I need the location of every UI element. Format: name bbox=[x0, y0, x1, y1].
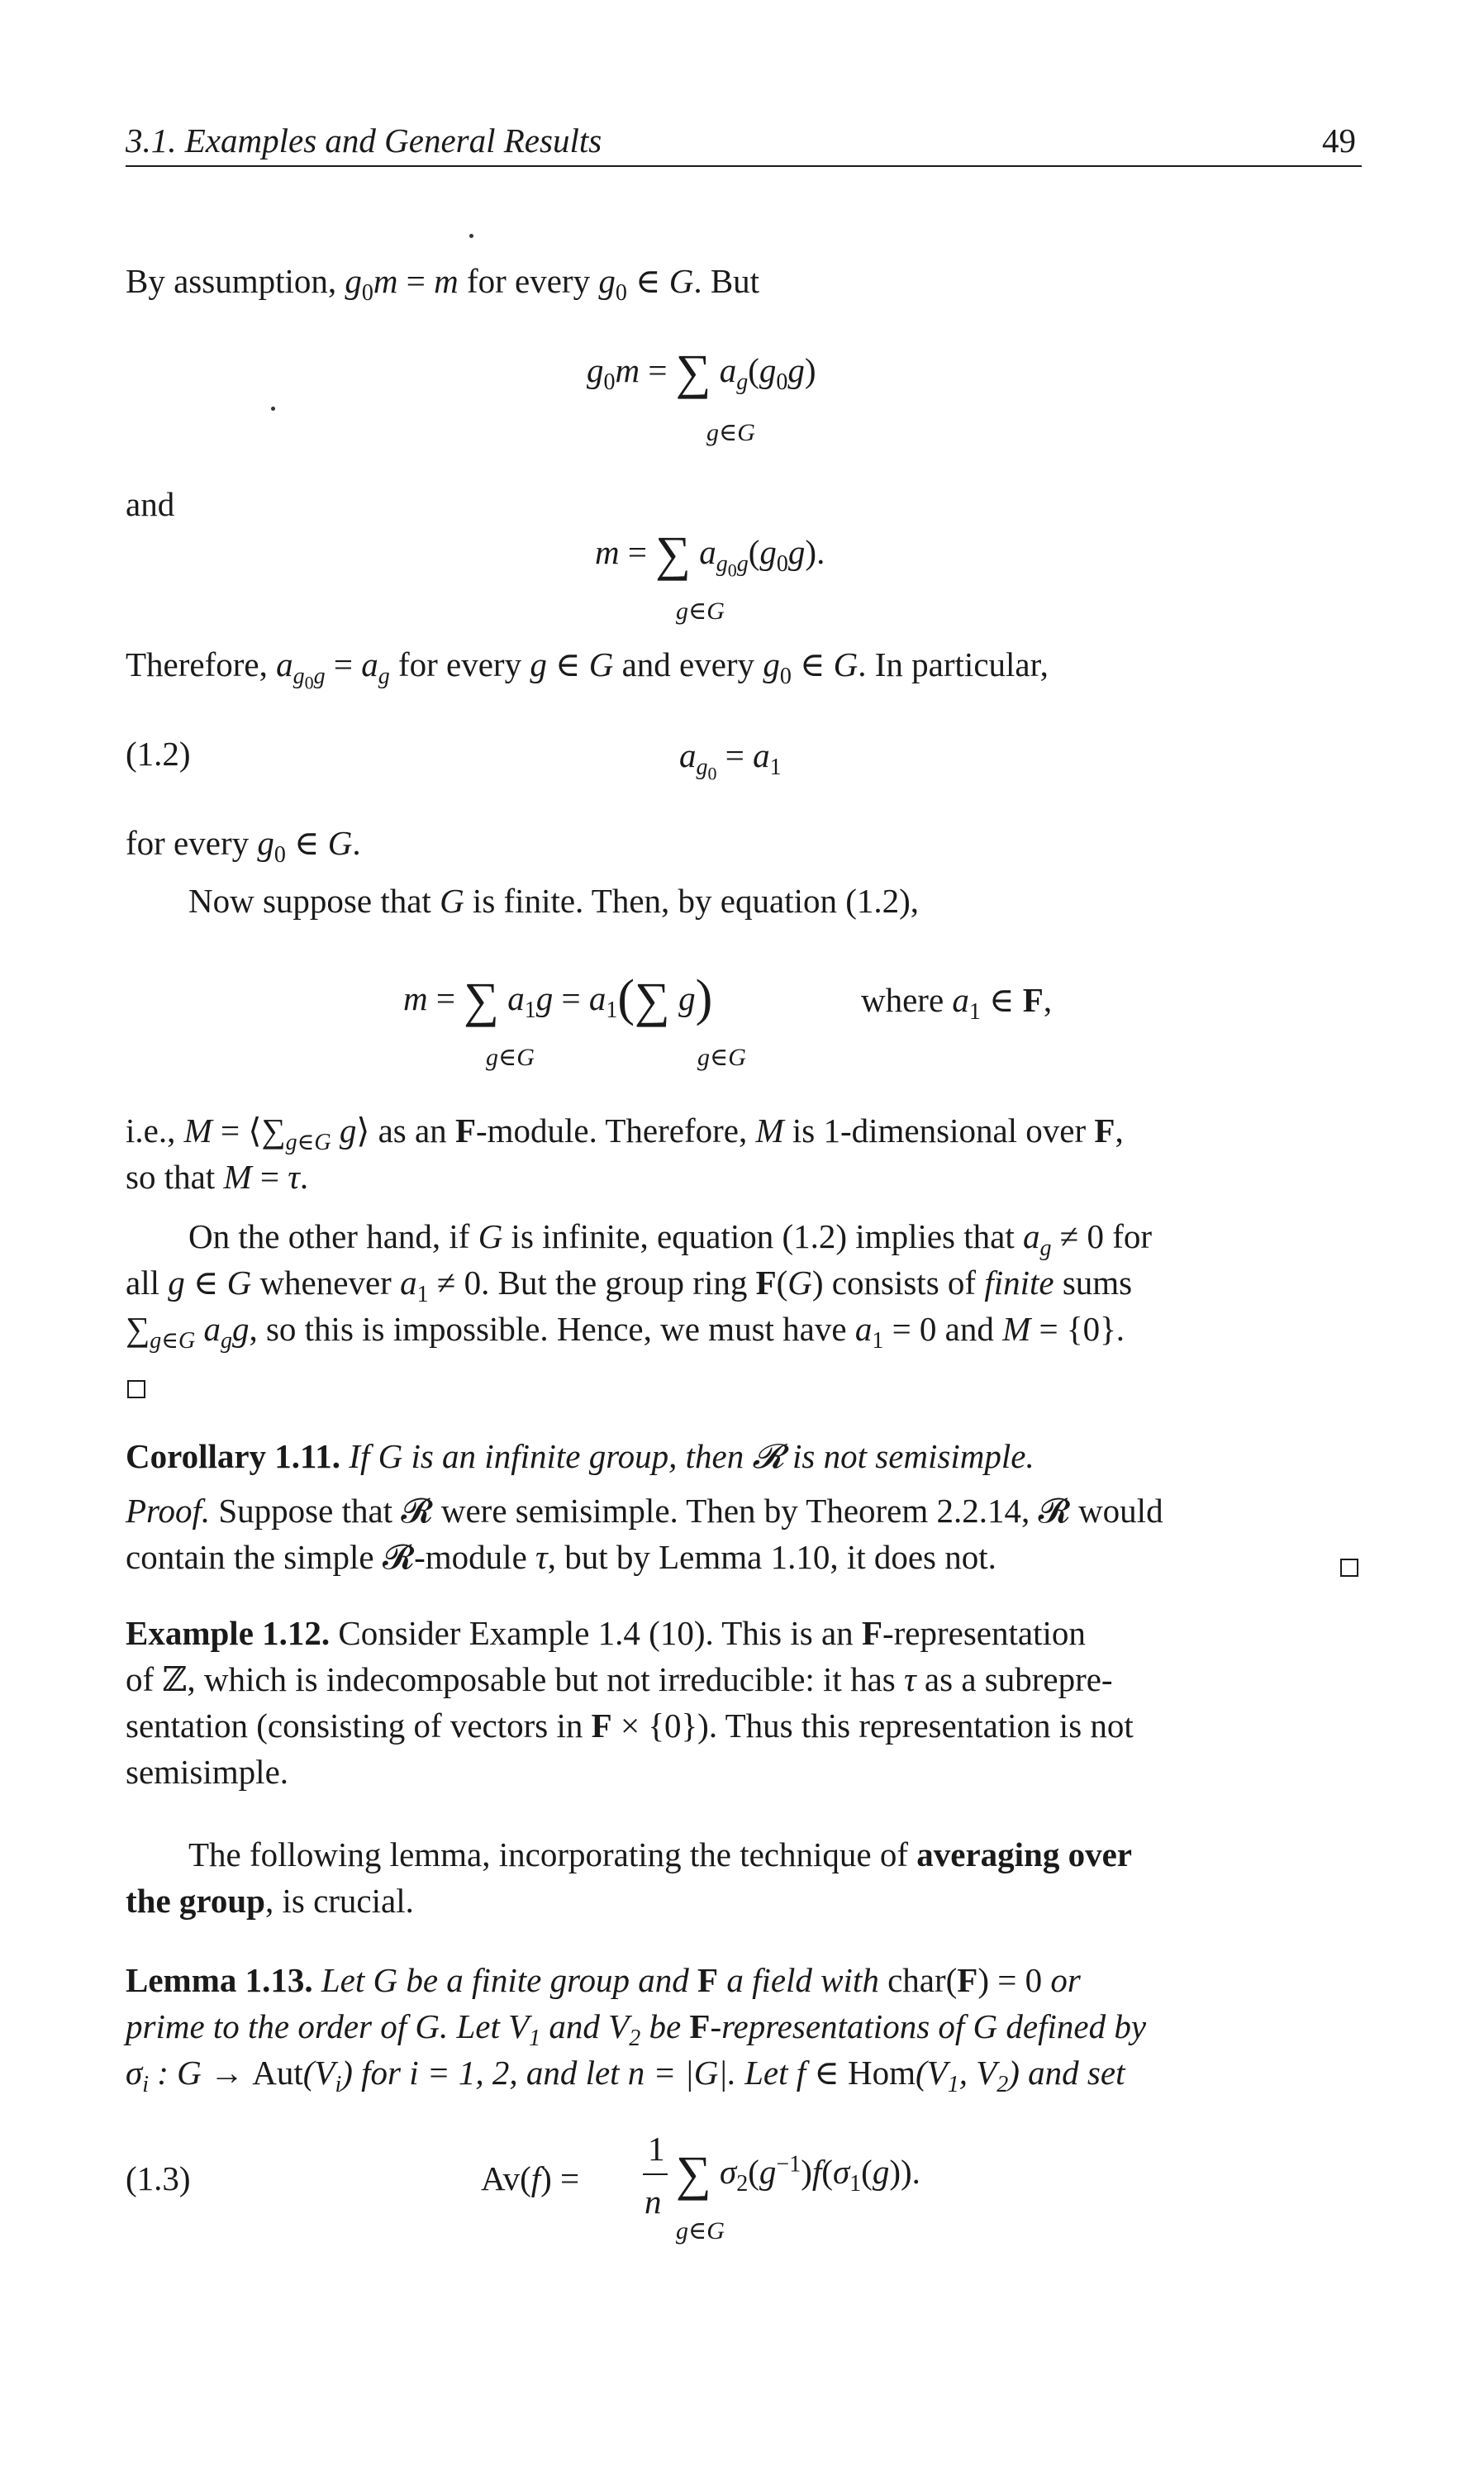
text-line: i.e., $M = ⟨\sum_{g\in G}$ g⟩ as an F-module. Therefore, M is 1-dimensional over F, bbox=[126, 1112, 1124, 1156]
text-line: all g ∈ G whenever $a_1 \ne 0$. But the group ring F(G) consists of finite sums bbox=[126, 1264, 1133, 1308]
equation-1-2: $a_{g_0} = a_1$ bbox=[679, 736, 782, 784]
text-line: prime to the order of G. Let $V_1$ and $V_2$ be F-representations of G defined by bbox=[126, 2007, 1147, 2052]
lemma-1-13: Lemma 1.13. Let G be a finite group and F a field with char(F) = 0 or bbox=[126, 1961, 1081, 1999]
text-line: $\sigma_i$ : $G \to Aut(V_i)$ for i = 1, 2, and let n = |G|. Let f ∈ $Hom(V_1$, $V_2$) and set bbox=[126, 2054, 1125, 2098]
equation-number: (1.3) bbox=[126, 2159, 191, 2197]
equation-1-3-rhs: ∑ $\sigma_2(g^{-1})f(\sigma_1(g))$. bbox=[676, 2146, 920, 2201]
fraction-numerator: 1 bbox=[648, 2130, 665, 2168]
scan-speck bbox=[469, 234, 473, 238]
page-number: 49 bbox=[1322, 121, 1356, 159]
scan-speck bbox=[271, 407, 275, 411]
running-header-title: 3.1. Examples and General Results bbox=[126, 121, 602, 159]
sum-index: g∈G bbox=[486, 1044, 535, 1071]
proof-text: Proof. Suppose that 𝓡 were semisimple. Then by Theorem 2.2.14, 𝓡 would bbox=[126, 1492, 1163, 1530]
equation-where: where $a_1$ ∈ F, bbox=[861, 981, 1053, 1026]
example-1-12: Example 1.12. Consider Example 1.4 (10). This is an F-representation bbox=[126, 1614, 1086, 1652]
text-line: On the other hand, if G is infinite, equation (1.2) implies that $a_g \ne 0$ for bbox=[188, 1217, 1153, 1262]
proof-text: contain the simple 𝓡-module τ, but by Lemma 1.10, it does not. bbox=[126, 1538, 996, 1576]
sum-index: g∈G bbox=[706, 419, 755, 446]
text-line: of ℤ, which is indecomposable but not irreducible: it has τ as a subrepre- bbox=[126, 1660, 1113, 1698]
text-line: so that M = τ. bbox=[126, 1158, 309, 1196]
text-line: Therefore, $a_{g_0g} = a_g$ for every g ∈ G and every $g_0$ ∈ G. In particular, bbox=[126, 645, 1049, 693]
text-line: Now suppose that G is finite. Then, by equation (1.2), bbox=[188, 882, 920, 920]
header-rule bbox=[126, 165, 1362, 167]
text-line: for every $g_0$ ∈ G. bbox=[126, 824, 361, 869]
text-line: sentation (consisting of vectors in F × {0}). Thus this representation is not bbox=[126, 1707, 1134, 1745]
text-line: semisimple. bbox=[126, 1753, 289, 1791]
corollary-1-11: Corollary 1.11. If G is an infinite group, then 𝓡 is not semisimple. bbox=[126, 1437, 1035, 1475]
sum-index: g∈G bbox=[697, 1044, 746, 1071]
equation-number: (1.2) bbox=[126, 735, 191, 773]
equation-m-sum: m = ∑ $a_1g = a_1(\sum$ g) bbox=[403, 970, 713, 1027]
equation-1-3-lhs: Av(f) = bbox=[481, 2159, 580, 2197]
fraction-denominator: n bbox=[644, 2183, 662, 2221]
fraction-bar bbox=[643, 2173, 668, 2175]
qed-box bbox=[1340, 1542, 1358, 1588]
text-and: and bbox=[126, 485, 175, 523]
sum-index: g∈G bbox=[676, 597, 725, 625]
text-line: By assumption, $g_0m = m$ for every $g_0$ ∈ G. But bbox=[126, 262, 760, 307]
text-line: $\sum_{g\in G}$ $a_gg$, so this is impossible. Hence, we must have $a_1 = 0$ and M = {0}. bbox=[126, 1310, 1125, 1354]
equation-g0m: $g_0m$ = ∑ $a_g(g_0g)$ bbox=[587, 345, 816, 399]
text-line: The following lemma, incorporating the technique of averaging over bbox=[188, 1835, 1132, 1873]
sum-index: g∈G bbox=[676, 2217, 725, 2245]
qed-box bbox=[127, 1364, 145, 1410]
text-line: the group, is crucial. bbox=[126, 1882, 414, 1920]
equation-m: m = ∑ $a_{g_0g}(g_0g)$. bbox=[595, 526, 825, 581]
